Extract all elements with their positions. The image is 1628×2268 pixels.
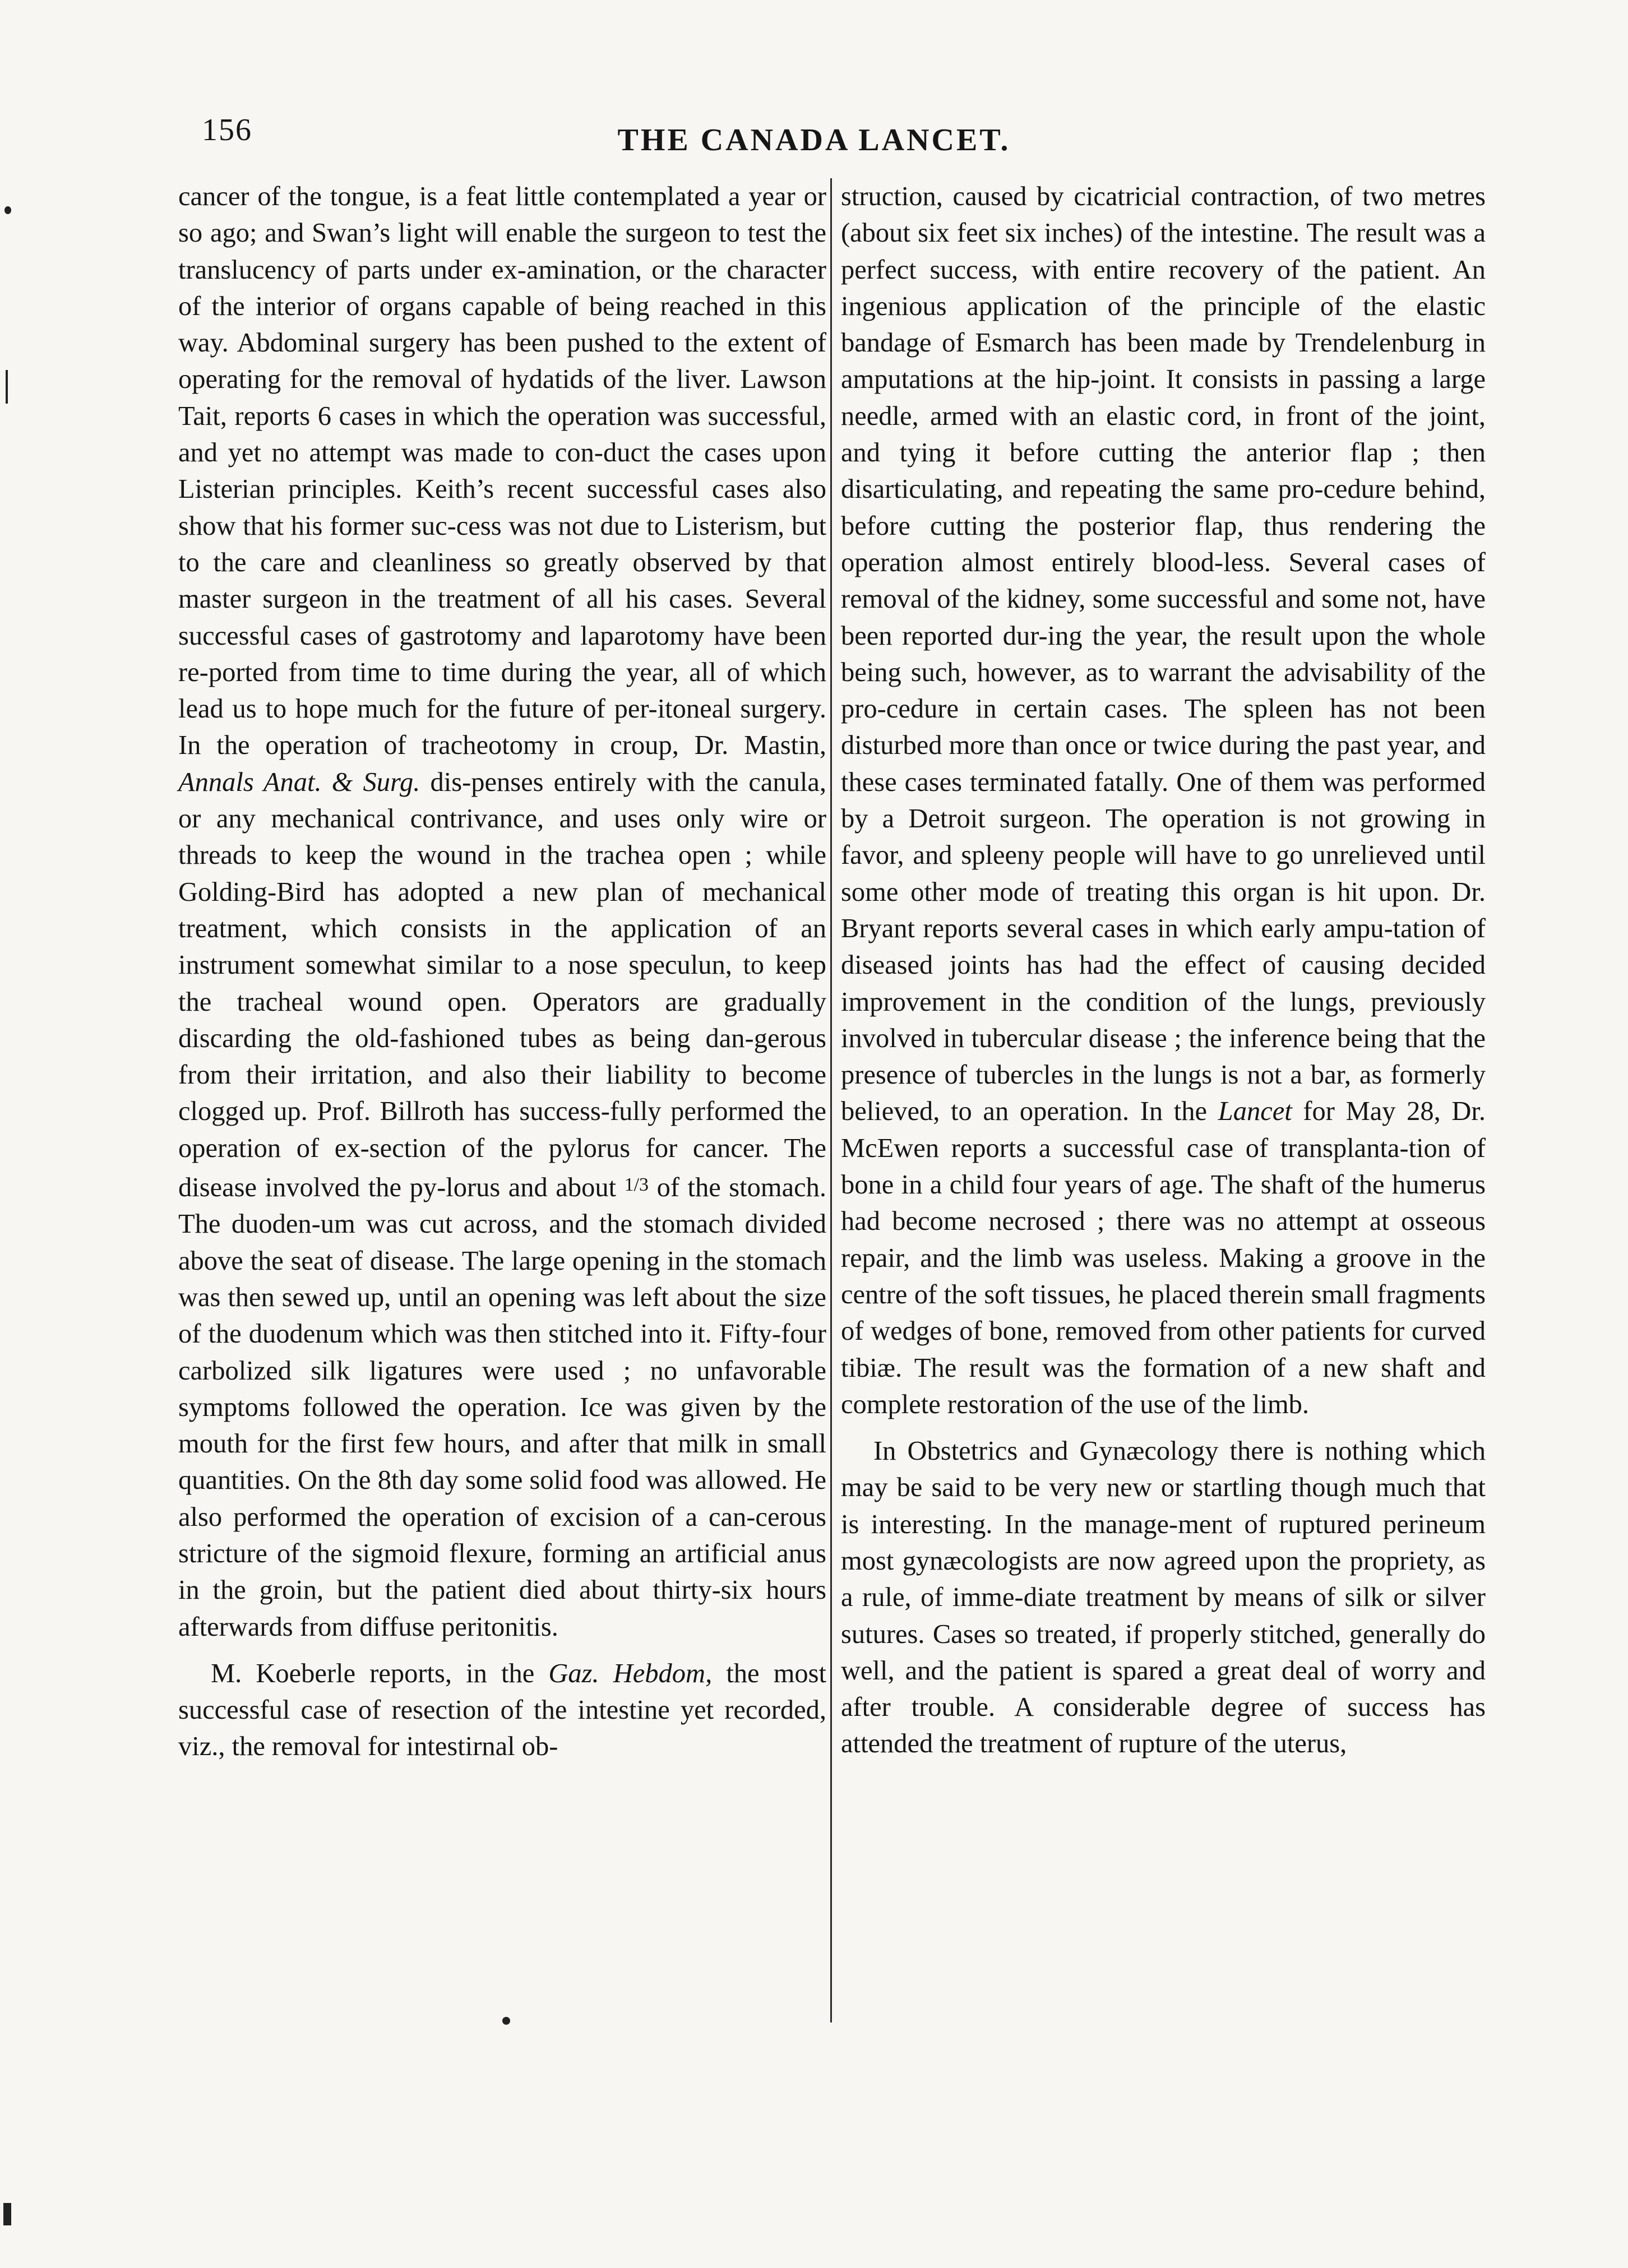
text-run: the most successful case of resection of the intestine yet recorded, viz., the removal for intestirnal ob- [178, 1658, 827, 1762]
text-run: struction, caused by cicatricial contraction, of two metres (about six feet six inches) of the intestine. The result was a perfect success, with entire recovery of the patient. An ingenious application of the principle of the elastic bandage of Esmarch has been made by Trendelenburg in amputations at the hip-joint. It consists in passing a large needle, armed with an elastic cord, in front of the joint, and tying it before cutting the anterior flap ; then disarticulating, and repeating the same pro-cedure behind, before cutting the posterior flap, thus rendering the operation almost entirely blood-less. Several cases of removal of the kidney, some successful and some not, have been reported dur-ing the year, the result upon the whole being such, however, as to warrant the advisability of the pro-cedure in certain cases. The spleen has not been disturbed more than once or twice during the past year, and these cases terminated fatally. One of them was performed by a Detroit surgeon. The operation is not growing in favor, and spleeny people will have to go unrelieved until some other mode of treating this organ is hit upon. Dr. Bryant reports several cases in which early ampu-tation of diseased joints has had the effect of causing decided improvement in the condition of the lungs, previously involved in tubercular disease ; the inference being that the presence of tubercles in the lungs is not a bar, as formerly believed, to an operation. In the [841, 182, 1486, 1127]
column-divider [830, 178, 832, 2022]
left-paragraph-2 [178, 1655, 826, 1765]
scan-speck [4, 206, 11, 214]
text-run: dis-penses entirely with the canula, or any mechanical contrivance, and uses only wire or threads to keep the wound in the trachea open ; while Golding-Bird has adopted a new plan of mechanical treatment, which consists in the application of an instrument somewhat similar to a nose speculun, to keep the tracheal wound open. Operators are gradually discarding the old-fashioned tubes as being dan-gerous from their irritation, and also their liability to become clogged up. Prof. Billroth has success-fully performed the operation of ex-section of the pylorus for cancer. The disease involved the py-lorus and about [178, 767, 827, 1203]
left-paragraph-1 [178, 178, 826, 1645]
page-number: 156 [202, 113, 252, 147]
right-paragraph-1 [841, 178, 1486, 1423]
right-column [841, 178, 1486, 1762]
text-run: for May 28, Dr. McEwen reports a successful case of transplanta-tion of bone in a child four years of age. The shaft of the humerus had become necrosed ; there was no attempt at osseous repair, and the limb was useless. Making a groove in the centre of the soft tissues, he placed therein small fragments of wedges of bone, removed from other patients for curved tibiæ. The result was the formation of a new shaft and complete restoration of the use of the limb. [841, 1096, 1486, 1419]
right-paragraph-2 [841, 1433, 1486, 1762]
journal-title: Gaz. Hebdom, [548, 1658, 713, 1688]
journal-title: Lancet [1218, 1096, 1292, 1127]
text-run: cancer of the tongue, is a feat little contemplated a year or so ago; and Swan’s light will enable the surgeon to test the translucency of parts under ex-amination, or the character of the interior of organs capable of being reached in this way. Abdominal surgery has been pushed to the extent of operating for the removal of hydatids of the liver. Lawson Tait, reports 6 cases in which the operation was successful, and yet no attempt was made to con-duct the cases upon Listerian principles. Keith’s recent successful cases also show that his former suc-cess was not due to Listerism, but to the care and cleanliness so greatly observed by that master surgeon in the treatment of all his cases. Several successful cases of gastrotomy and laparotomy have been re-ported from time to time during the year, all of which lead us to hope much for the future of per-itoneal surgery. In the operation of tracheotomy in croup, Dr. Mastin, [178, 182, 826, 761]
left-column [178, 178, 826, 1765]
scan-speck [502, 2017, 510, 2025]
text-run: of the stomach. The duoden-um was cut across, and the stomach divided above the seat of disease. The large opening in the stomach was then sewed up, until an opening was left about the size of the duodenum which was then stitched into it. Fifty-four carbolized silk ligatures were used ; no unfavorable symptoms followed the operation. Ice was given by the mouth for the first few hours, and after that milk in small quantities. On the 8th day some solid food was allowed. He also performed the operation of excision of a can-cerous stricture of the sigmoid flexure, forming an artificial anus in the groin, but the patient died about thirty-six hours afterwards from diffuse peritonitis. [178, 1173, 827, 1642]
text-run: In Obstetrics and Gynæcology there is nothing which may be said to be very new or startling though much that is interesting. In the manage-ment of ruptured perineum most gynæcologists are now agreed upon the propriety, as a rule, of imme-diate treatment by means of silk or silver sutures. Cases so treated, if properly stitched, generally do well, and the patient is spared a great deal of worry and after trouble. A considerable degree of success has attended the treatment of rupture of the uterus, [841, 1436, 1486, 1759]
journal-title: Annals Anat. & Surg. [178, 767, 420, 797]
scan-speck [3, 2203, 11, 2225]
running-title: THE CANADA LANCET. [617, 123, 1011, 158]
fraction: 1/3 [624, 1174, 649, 1196]
text-run: M. Koeberle reports, in the [211, 1658, 535, 1688]
scan-speck [6, 370, 8, 404]
